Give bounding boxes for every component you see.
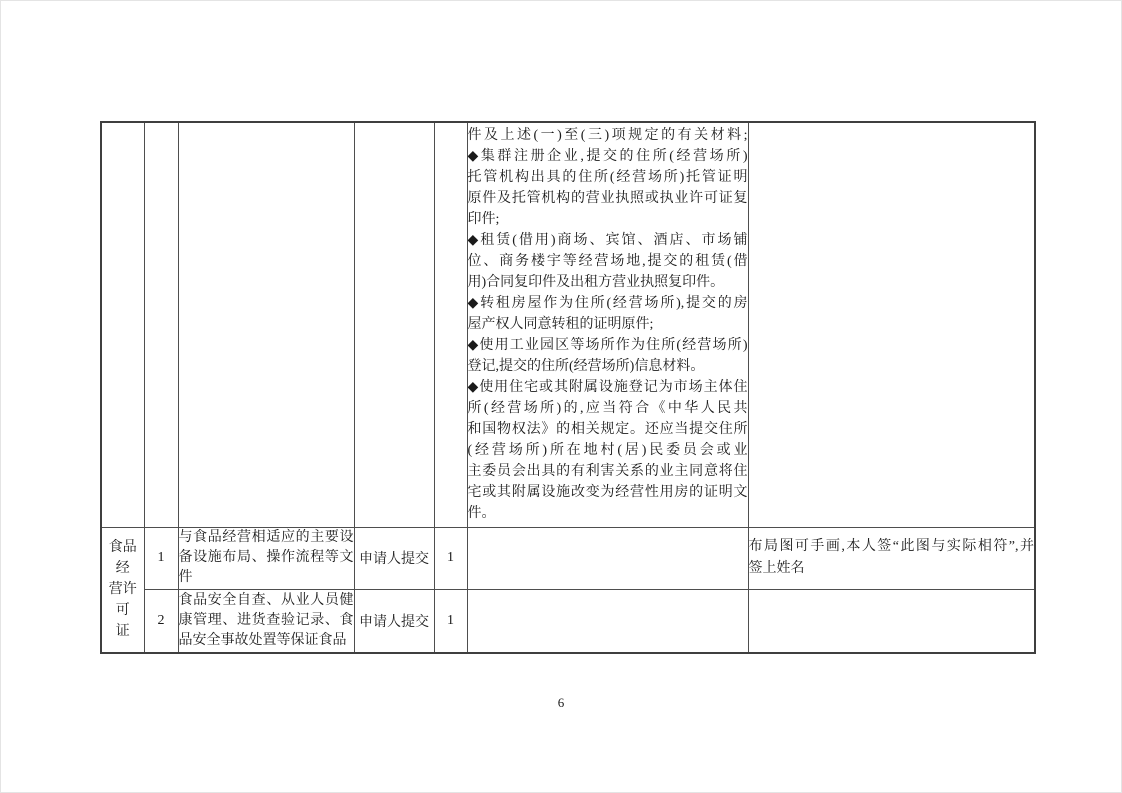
text-line: 签上姓名 (748, 561, 805, 576)
text-line: (经营场所)所在地村(居)民委员会或业 (467, 443, 748, 459)
text-line: ◆租赁(借用)商场、宾馆、酒店、市场铺 (467, 233, 748, 249)
text-line: 康管理、进货查验记录、食 (178, 612, 354, 628)
text-line: 营许可 (108, 582, 137, 619)
text-line: 件及上述(一)至(三)项规定的有关材料; (467, 128, 748, 144)
submitter-cell: 申请人提交 (354, 527, 434, 589)
license-type-cell-empty (101, 122, 144, 527)
requirement-cell-empty (467, 527, 748, 589)
text-line: 品安全事故处置等保证食品 (178, 632, 347, 648)
text-line: 与食品经营相适应的主要设 (178, 530, 354, 545)
text-line: ◆使用住宅或其附属设施登记为市场主体住 (467, 380, 748, 396)
text-line: 布局图可手画,本人签“此图与实际相符”,并 (748, 539, 1034, 554)
material-name-cell-empty (178, 122, 354, 527)
materials-continuation-cell (467, 122, 748, 527)
copies-count-cell: 1 (434, 527, 467, 589)
text-line: 屋产权人同意转租的证明原件; (467, 317, 654, 333)
material-name-cell (178, 527, 354, 589)
application-materials-table (100, 121, 1036, 654)
submitter-cell: 申请人提交 (354, 589, 434, 653)
text-line: 件。 (467, 506, 496, 522)
submitter-cell-empty (354, 122, 434, 527)
requirement-cell-empty (467, 589, 748, 653)
remark-cell (748, 527, 1035, 589)
text-line: 件 (178, 570, 193, 585)
text-line: 用)合同复印件及出租方营业执照复印件。 (467, 275, 725, 291)
text-line: 登记,提交的住所(经营场所)信息材料。 (467, 359, 705, 375)
text-line: 所(经营场所)的,应当符合《中华人民共 (467, 401, 748, 417)
item-row-2 (101, 589, 1035, 653)
item-number-cell: 2 (144, 589, 178, 653)
text-line: 和国物权法》的相关规定。还应当提交住所 (467, 422, 748, 438)
text-line: 备设施布局、操作流程等文 (178, 550, 354, 565)
text-line: 印件; (467, 212, 500, 228)
text-line: ◆集群注册企业,提交的住所(经营场所) (467, 149, 748, 165)
text-line: ◆转租房屋作为住所(经营场所),提交的房 (467, 296, 748, 312)
copies-count-cell: 1 (434, 589, 467, 653)
remark-cell-empty (748, 122, 1035, 527)
item-number-cell: 1 (144, 527, 178, 589)
material-name-cell (178, 589, 354, 653)
license-type-cell (101, 527, 144, 653)
item-number-cell-empty (144, 122, 178, 527)
text-line: 主委员会出具的有利害关系的业主同意将住 (467, 464, 748, 480)
text-line: 食品经 (108, 540, 137, 577)
text-line: 宅或其附属设施改变为经营性用房的证明文 (467, 485, 748, 501)
text-line: 证 (115, 624, 130, 640)
text-line: ◆使用工业园区等场所作为住所(经营场所) (467, 338, 748, 354)
item-row-1 (101, 527, 1035, 589)
text-line: 原件及托管机构的营业执照或执业许可证复 (467, 191, 748, 207)
page-number: 6 (557, 695, 565, 710)
text-line: 托管机构出具的住所(经营场所)托管证明 (467, 170, 748, 186)
text-line: 位、商务楼宇等经营场地,提交的租赁(借 (467, 254, 748, 270)
copies-cell-empty (434, 122, 467, 527)
continuation-row (101, 122, 1035, 527)
remark-cell (748, 589, 1035, 653)
text-line: 食品安全自查、从业人员健 (178, 592, 354, 608)
